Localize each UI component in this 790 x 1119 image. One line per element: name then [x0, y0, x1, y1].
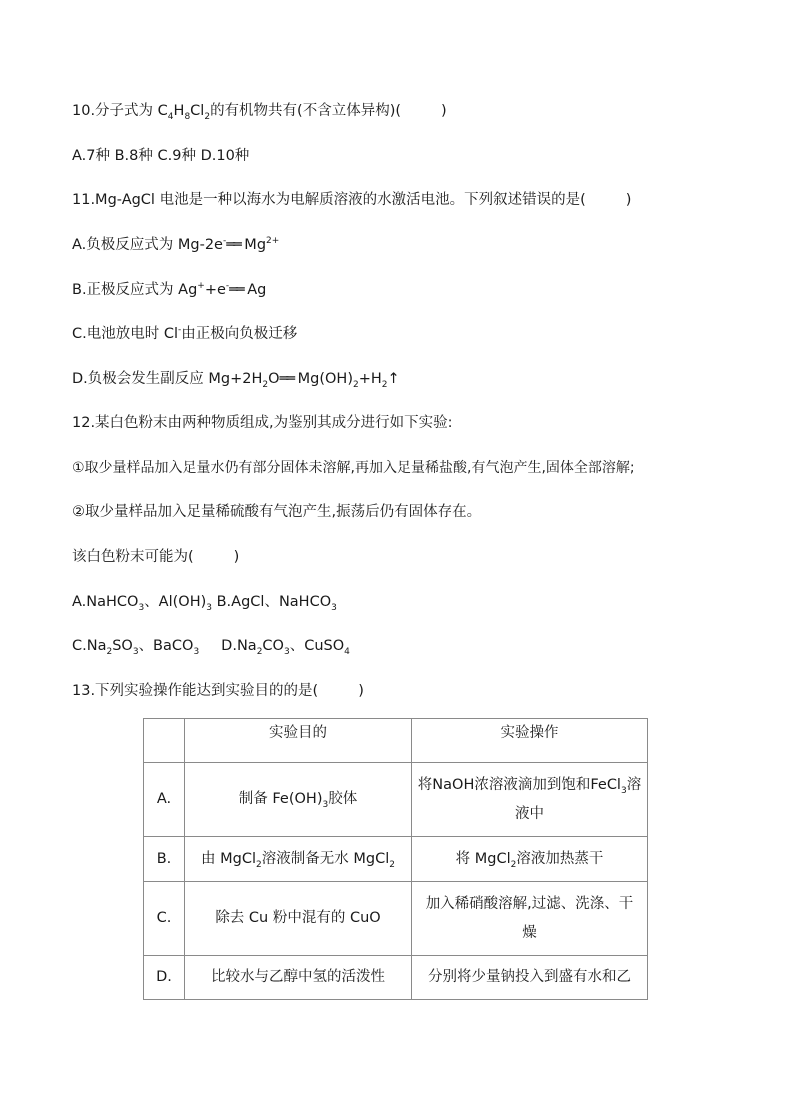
- row-purpose: 除去 Cu 粉中混有的 CuO: [185, 882, 412, 956]
- row-purpose: 制备 $Fe(OH)_3$胶体: [185, 763, 412, 837]
- header-purpose: 实验目的: [185, 719, 412, 763]
- q11-stem: 11.Mg-AgCl 电池是一种以海水为电解质溶液的水激活电池。下列叙述错误的是( ): [72, 192, 632, 208]
- table-row: [144, 956, 648, 1000]
- q12-question: 该白色粉末可能为( ): [72, 549, 240, 565]
- table-row: [144, 882, 648, 956]
- row-label: A.: [144, 763, 185, 837]
- q11-option-c: C.电池放电时 Cl-由正极向负极迁移: [72, 325, 298, 342]
- q12-options-cd: $C.Na_2SO_3$、BaCO$_3$ $D.Na_2CO_3$、CuSO$_4$: [72, 638, 350, 657]
- q11-option-b: B.正极反应式为 Ag++e-══ Ag: [72, 281, 267, 298]
- q11-option-a: A.负极反应式为 Mg-2e-══ $Mg^{2+}$: [72, 236, 280, 253]
- row-operation: 将 MgCl$_2$溶液加热蒸干: [412, 837, 648, 882]
- table-header-row: [144, 719, 648, 763]
- row-purpose: 比较水与乙醇中氢的活泼性: [185, 956, 412, 1000]
- q12-stem: 12.某白色粉末由两种物质组成,为鉴别其成分进行如下实验:: [72, 415, 453, 431]
- row-label: D.: [144, 956, 185, 1000]
- row-purpose: 由 MgCl$_2$溶液制备无水 MgCl$_2$: [185, 837, 412, 882]
- row-operation: 加入稀硝酸溶解,过滤、洗涤、干 燥: [412, 882, 648, 956]
- q10-options: A.7种 B.8种 C.9种 D.10种: [72, 148, 250, 164]
- q11-option-d: D.负极会发生副反应 $Mg+2H_2O══$ $Mg(OH)_2+H_2↑$: [72, 371, 400, 390]
- row-label: B.: [144, 837, 185, 882]
- row-operation: 分别将少量钠投入到盛有水和乙: [412, 956, 648, 1000]
- q13-stem: 13.下列实验操作能达到实验目的的是( ): [72, 683, 364, 699]
- table-row: [144, 763, 648, 837]
- row-operation: 将NaOH浓溶液滴加到饱和FeCl$_3$溶 液中: [412, 763, 648, 837]
- q12-step-2: ②取少量样品加入足量稀硫酸有气泡产生,振荡后仍有固体存在。: [72, 504, 482, 520]
- header-blank: [144, 719, 185, 763]
- table-row: [144, 837, 648, 882]
- q10-stem: 10.分子式为 $C_4H_8Cl_2$的有机物共有(不含立体异构)( ): [72, 103, 447, 122]
- q12-options-ab: A.NaHCO$_3$、$Al(OH)_3$ B.AgCl、NaHCO$_3$: [72, 594, 337, 613]
- q13-table: [143, 718, 648, 1000]
- row-label: C.: [144, 882, 185, 956]
- header-operation: 实验操作: [412, 719, 648, 763]
- q12-step-1: ①取少量样品加入足量水仍有部分固体未溶解,再加入足量稀盐酸,有气泡产生,固体全部溶解;: [72, 460, 635, 476]
